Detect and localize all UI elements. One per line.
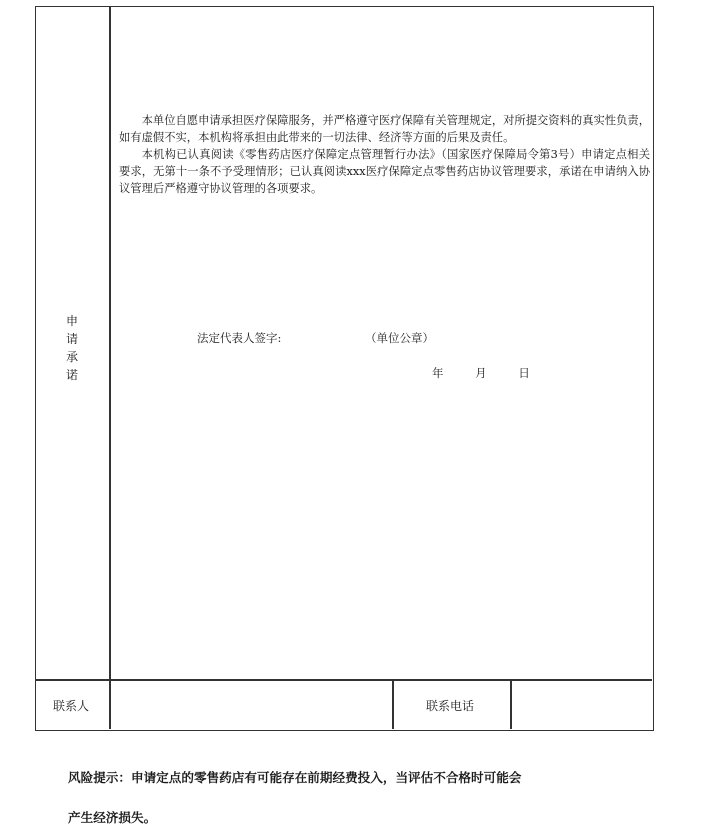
contact-person-label: 联系人 [53, 699, 90, 713]
contact-phone-field[interactable] [513, 697, 648, 717]
contact-row-divider [36, 679, 652, 681]
risk-notice-line-1: 风险提示：申请定点的零售药店有可能存在前期经费投入，当评估不合格时可能会 [68, 770, 522, 785]
section-label-char: 请 [65, 332, 78, 346]
contact-cell-divider-3 [510, 679, 512, 729]
date-month-label: 月 [475, 366, 487, 380]
section-label-application-commitment [57, 312, 87, 384]
section-label-char: 申 [65, 314, 78, 328]
commitment-statement [119, 112, 650, 197]
date-line [432, 365, 530, 381]
label-column-divider [109, 7, 111, 679]
contact-cell-divider-1 [109, 679, 111, 729]
section-label-char: 承 [65, 350, 78, 364]
contact-person-field[interactable] [112, 697, 392, 717]
statement-paragraph-2: 本机构已认真阅读《零售药店医疗保障定点管理暂行办法》（国家医疗保障局令第3号）申请定点相关要求，无第十一条不予受理情形；已认真阅读xxx医疗保障定点零售药店协议管理要求，承诺在申请纳入协议管理后严格遵守协议管理的各项要求。 [119, 148, 650, 195]
date-day-label: 日 [518, 366, 530, 380]
contact-cell-divider-2 [392, 679, 394, 729]
section-label-char: 诺 [65, 368, 78, 382]
statement-paragraph-1: 本单位自愿申请承担医疗保障服务，并严格遵守医疗保障有关管理规定，对所提交资料的真实性负责，如有虚假不实，本机构将承担由此带来的一切法律、经济等方面的后果及责任。 [119, 114, 650, 144]
risk-notice [68, 758, 668, 838]
risk-notice-line-2: 产生经济损失。 [68, 810, 157, 825]
contact-phone-label: 联系电话 [426, 699, 475, 713]
date-year-label: 年 [432, 366, 444, 380]
unit-seal-label: （单位公章） [365, 331, 434, 345]
legal-rep-signature-label: 法定代表人签字: [197, 331, 282, 345]
